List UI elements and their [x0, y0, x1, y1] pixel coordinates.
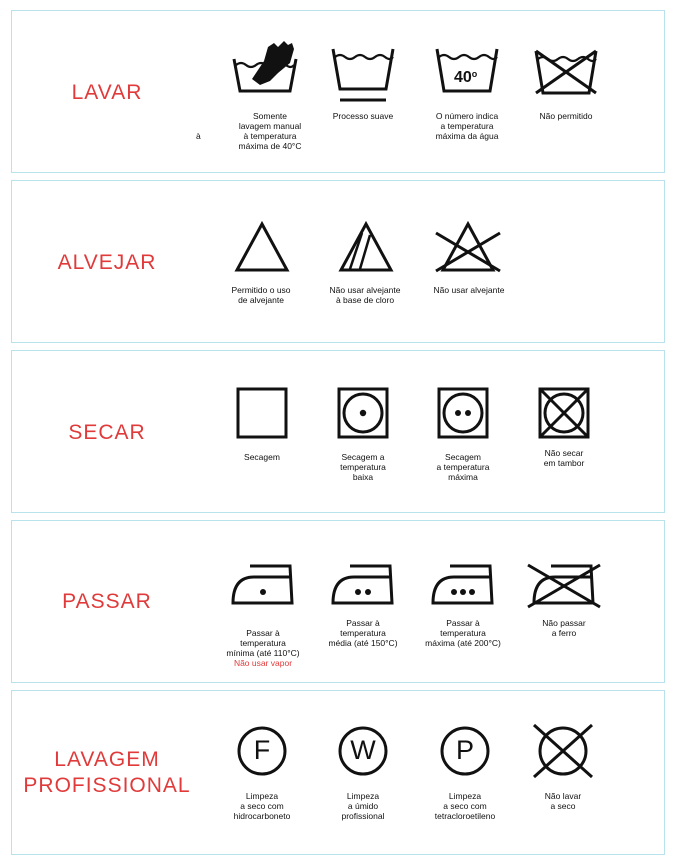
- symbol-caption: Limpeza a úmido profissional: [341, 791, 385, 821]
- symbol-caption: Permitido o uso de alvejante: [231, 285, 291, 305]
- bleach-allowed-icon: [234, 221, 290, 273]
- stray-text: à: [196, 131, 201, 141]
- hand-wash-icon: [230, 39, 300, 95]
- symbol-caption: [208, 618, 318, 678]
- symbol-caption: Não passar a ferro: [542, 618, 586, 638]
- section-title-line: PROFISSIONAL: [23, 774, 191, 797]
- circle-letter: W: [350, 735, 376, 765]
- circle-letter: F: [253, 735, 271, 765]
- drying-icon: [236, 387, 288, 439]
- symbol-caption: Limpeza a seco com tetracloroetileno: [434, 791, 496, 821]
- gentle-wash-icon: [330, 47, 396, 105]
- iron-low-icon: [230, 563, 296, 607]
- iron-high-icon: [430, 563, 496, 607]
- section-title: PASSAR: [62, 590, 152, 613]
- symbol-caption: Secagem a temperatura máxima: [436, 452, 490, 482]
- symbol-caption: Não usar alvejante à base de cloro: [329, 285, 401, 305]
- do-not-iron-icon: [524, 559, 604, 611]
- iron-medium-icon: [330, 563, 396, 607]
- symbol-caption: Secagem: [244, 452, 280, 462]
- section-title: LAVAR: [71, 81, 143, 104]
- steam-warning: Não usar vapor: [233, 658, 293, 668]
- symbol-caption: Não lavar a seco: [544, 791, 582, 811]
- do-not-bleach-icon: [432, 221, 504, 275]
- section-lavagem-profissional: [11, 690, 665, 855]
- do-not-dry-clean-icon: [530, 721, 596, 781]
- symbol-caption: Não permitido: [539, 111, 593, 121]
- section-title: SECAR: [68, 421, 146, 444]
- symbol-caption: Processo suave: [332, 111, 394, 121]
- temperature-badge: [454, 69, 477, 87]
- symbol-caption: O número indica a temperatura máxima da água: [435, 111, 499, 141]
- non-chlorine-bleach-icon: [338, 221, 394, 273]
- do-not-tumble-dry-icon: [538, 387, 590, 439]
- caption-text: Passar à temperatura mínima (até 110°C): [226, 628, 300, 658]
- section-passar: [11, 520, 665, 683]
- symbol-caption: Secagem a temperatura baixa: [340, 452, 386, 482]
- symbol-caption: Somente lavagem manual à temperatura máxima de 40°C: [238, 111, 302, 151]
- symbol-caption: Não usar alvejante: [433, 285, 505, 295]
- symbol-caption: Passar à temperatura máxima (até 200°C): [425, 618, 501, 648]
- section-alvejar: [11, 180, 665, 343]
- tumble-dry-low-icon: [337, 387, 389, 439]
- temperature-value: 40: [454, 69, 472, 86]
- section-lavar: [11, 10, 665, 173]
- symbol-caption: Limpeza a seco com hidrocarboneto: [233, 791, 291, 821]
- symbol-caption: Passar à temperatura média (até 150°C): [328, 618, 398, 648]
- section-title: ALVEJAR: [57, 251, 157, 274]
- degree-mark: o: [471, 69, 478, 79]
- do-not-wash-icon: [532, 47, 600, 97]
- section-title: [12, 747, 202, 799]
- symbol-caption: Não secar em tambor: [543, 448, 585, 468]
- circle-letter: P: [455, 735, 474, 765]
- tumble-dry-high-icon: [437, 387, 489, 439]
- section-secar: [11, 350, 665, 513]
- section-title-line: LAVAGEM: [54, 748, 160, 771]
